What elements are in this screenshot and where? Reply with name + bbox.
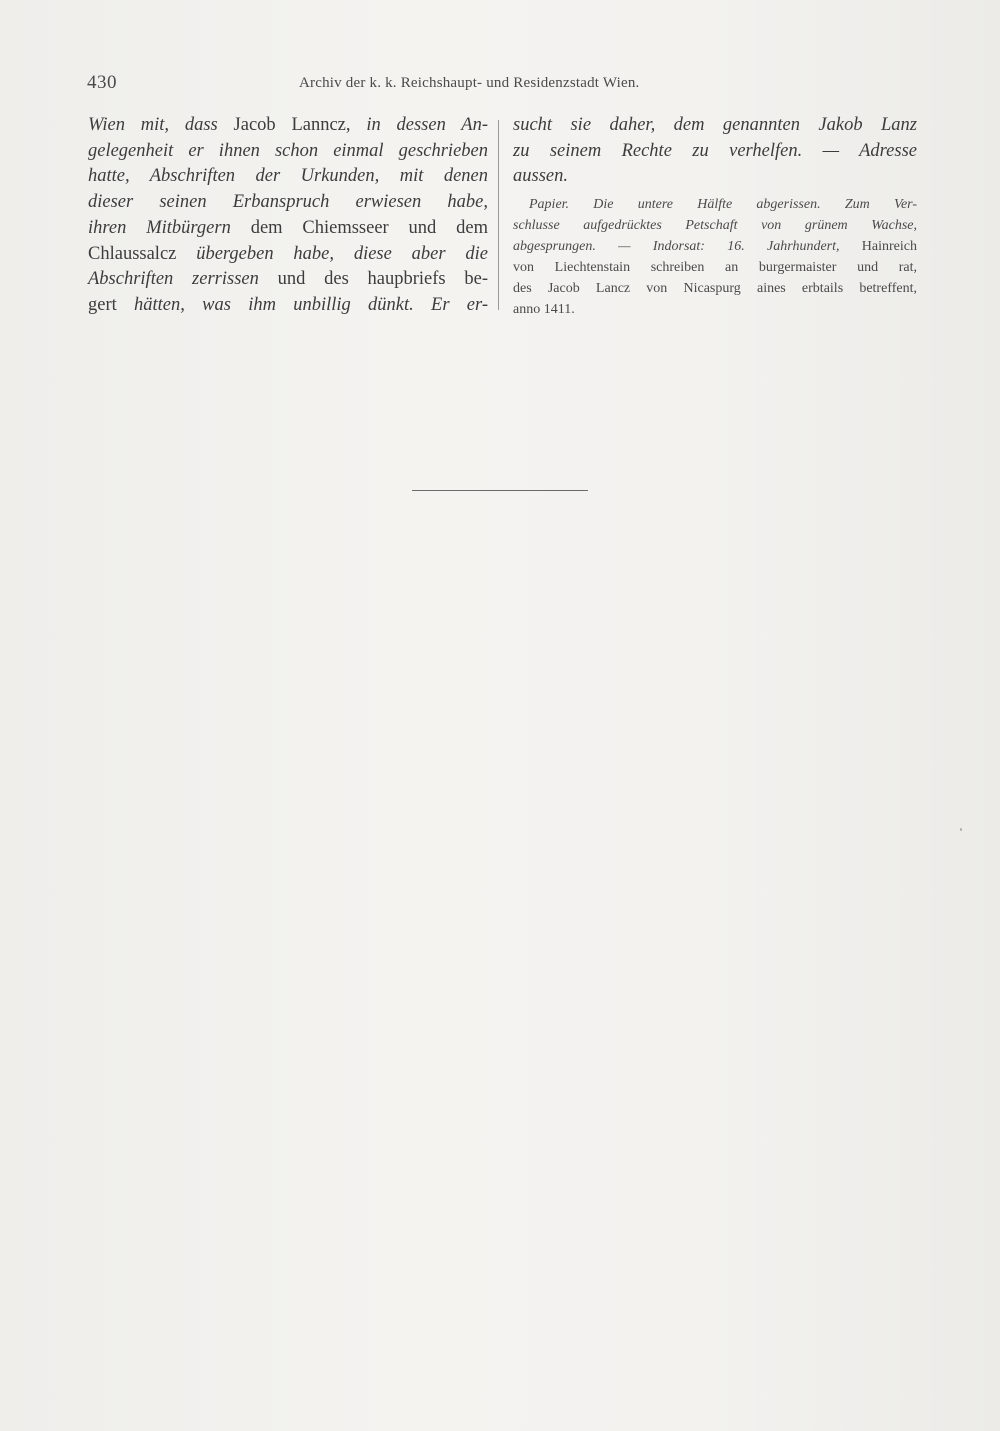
text-segment: aussen. [513, 166, 568, 187]
column-divider [498, 120, 499, 310]
body-line [88, 190, 488, 216]
page-header [87, 72, 707, 102]
text-segment: Papier. Die untere Hälfte abgerissen. Zum Ver- [529, 197, 917, 213]
text-segment: Wien mit, dass [88, 115, 234, 135]
body-line [513, 164, 917, 190]
text-segment: und des haupbriefs be- [277, 269, 488, 290]
text-segment: hätten, was ihm unbillig dünkt. Er er- [134, 294, 488, 315]
body-line [88, 216, 488, 242]
text-segment: abgesprungen. — Indorsat: 16. Jahrhundert, [513, 239, 862, 255]
body-line [88, 164, 488, 190]
body-line [88, 139, 488, 165]
right-column [513, 113, 917, 320]
text-segment: hatte, Abschriften der Urkunden, mit denen [88, 166, 488, 187]
text-segment: Jacob Lanncz, [233, 115, 367, 135]
note-line [513, 236, 917, 257]
section-rule [412, 490, 588, 491]
text-segment: gelegenheit er ihnen schon einmal geschrieben [88, 140, 488, 161]
paper-speck [960, 828, 962, 831]
text-segment: in dessen An- [366, 115, 489, 135]
text-segment: übergeben habe, diese aber die [196, 243, 488, 264]
text-segment: Abschriften zerrissen [88, 269, 278, 290]
text-segment: dieser seinen Erbanspruch erwiesen habe, [88, 192, 488, 213]
note-line [513, 257, 917, 278]
text-segment: zu seinem Rechte zu verhelfen. — Adresse [513, 140, 917, 161]
body-line [88, 267, 488, 293]
running-head: Archiv der k. k. Reichshaupt- und Residenzstadt Wien. [299, 75, 640, 91]
document-note [513, 194, 917, 320]
text-segment: des Jacob Lancz von Nicaspurg aines erbtails betreffent, [513, 281, 917, 297]
text-segment: Chlaussalcz [88, 243, 197, 264]
note-line [513, 299, 917, 320]
body-line [513, 113, 917, 139]
text-segment: ihren Mitbürgern [88, 217, 251, 238]
body-line [88, 242, 488, 268]
text-segment: von Liechtenstain schreiben an burgermaister und rat, [513, 260, 917, 276]
note-line [513, 215, 917, 236]
text-segment: sucht sie daher, dem genannten Jakob Lanz [513, 115, 917, 135]
text-segment: Hainreich [861, 239, 917, 255]
note-line [513, 278, 917, 299]
right-column-text [513, 113, 917, 190]
text-segment: dem Chiemsseer und dem [250, 217, 489, 238]
note-line [513, 194, 917, 215]
left-column [88, 113, 488, 319]
text-segment: schlusse aufgedrücktes Petschaft von grünem Wachse, [513, 218, 917, 234]
text-segment: gert [88, 294, 135, 315]
text-segment: anno 1411. [513, 302, 575, 318]
body-line [88, 113, 488, 139]
body-line [88, 293, 488, 319]
body-line [513, 139, 917, 165]
page-number: 430 [87, 72, 117, 93]
